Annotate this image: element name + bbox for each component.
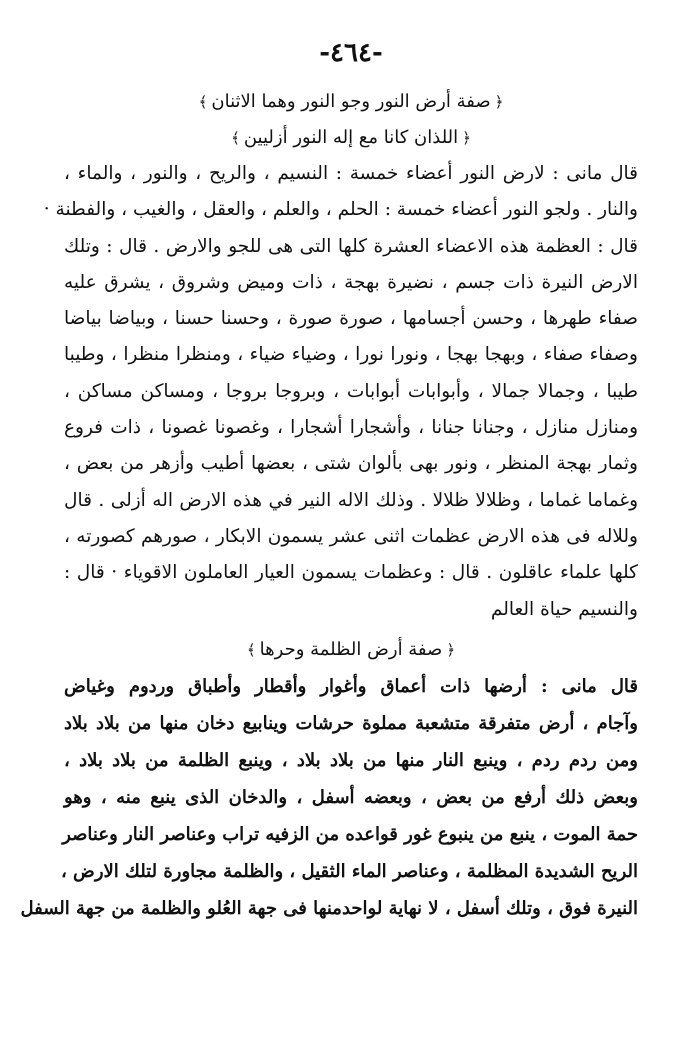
text-line: وبعض ذلك أرفع من بعض ، وبعضه أسفل ، والدخان الذى ينبع منه ، وهو [64,786,638,808]
section1-heading-line2 [64,120,638,156]
ornament-open: ﴿ [462,129,471,147]
text-line: الريح الشديدة المظلمة ، وعناصر الماء الثقيل ، والظلمة مجاورة لتلك الارض ، [60,860,638,882]
section1-heading-line1 [64,84,638,120]
section1-body [43,156,638,628]
ornament-open: ﴿ [494,93,504,111]
ornament-open: ﴿ [446,640,456,659]
text-line: والنار . ولجو النور أعضاء خمسة : الحلم ، والعلم ، والعقل ، والغيب ، والفطنة · [43,199,638,221]
text-line: وثمار بهجة المنظر ، ونور بهى بألوان شتى ، بعضها أطيب وأزهر من بعض ، [64,453,638,475]
ornament-close: ﴾ [231,129,240,147]
section1-heading-text-2: اللذان كانا مع إله النور أزليين [243,127,459,148]
section1-heading-text-1: صفة أرض النور وجو النور وهما الاثنان [211,91,491,112]
text-line: ومن ردم ردم ، وينبع النار منها من بلاد بلاد ، وينبع الظلمة من بلاد بلاد ، [64,749,638,771]
section2-heading [64,632,638,668]
text-line: طيبا ، وجمالا جمالا ، وأبوابات أبوابات ، وبروجا بروجا ، ومساكن مساكن ، [64,380,638,402]
text-line: كلها علماء عاقلون . قال : وعظمات يسمون العيار العاملون الاقوياء · قال : [64,562,638,584]
text-line: ومنازل منازل ، وجنانا جنانا ، وأشجارا أشجارا ، وغصونا غصونا ، ذات فروع [64,417,638,439]
text-line: والنسيم حياة العالم [490,598,638,620]
page-number: -٤٦٤- [319,38,383,68]
text-line: وصفاء صفاء ، وبهجا بهجا ، ونورا نورا ، وضياء ضياء ، ومنظرا منظرا ، وطيبا [64,344,638,366]
ornament-close: ﴾ [198,93,208,111]
text-line: الارض النيرة ذات جسم ، نضيرة بهجة ، ذات وميض وشروق ، يشرق عليه [64,271,638,293]
text-line: وآجام ، أرض متفرقة متشعبة مملوة حرشات وينابيع دخان منها من بلاد بلاد [64,712,638,734]
text-line: وللاله فى هذه الارض عظمات اثنى عشر يسمون الابكار ، صورهم كصورته ، [64,525,638,547]
text-line: قال مانى : أرضها ذات أعماق وأغوار وأقطار وأطباق وردوم وغياض [64,675,638,697]
text-line: النيرة فوق ، وتلك أسفل ، لا نهاية لواحدمنها فى جهة العُلو والظلمة من جهة السفل [20,897,638,919]
text-line: حمة الموت ، ينبع من ينبوع غور قواعده من الزفيه تراب وعناصر النار وعناصر [62,823,638,845]
section2-body [20,668,638,927]
section2-heading-text: صفة أرض الظلمة وحرها [259,638,443,660]
book-page [20,36,638,927]
text-line: قال : العظمة هذه الاعضاء العشرة كلها التى هى للجو والارض . قال : وتلك [64,235,638,257]
ornament-close: ﴾ [246,640,256,659]
text-line: صفاء طهرها ، وحسن أجسامها ، صورة صورة ، وحسنا حسنا ، وبياضا بياضا [64,308,638,330]
text-line: قال مانی : لارض النور أعضاء خمسة : النسيم ، والريح ، والنور ، والماء ، [64,163,638,184]
text-line: وغماما غماما ، وظلالا ظلالا . وذلك الاله النير في هذه الارض اله أزلى . قال [64,489,638,511]
